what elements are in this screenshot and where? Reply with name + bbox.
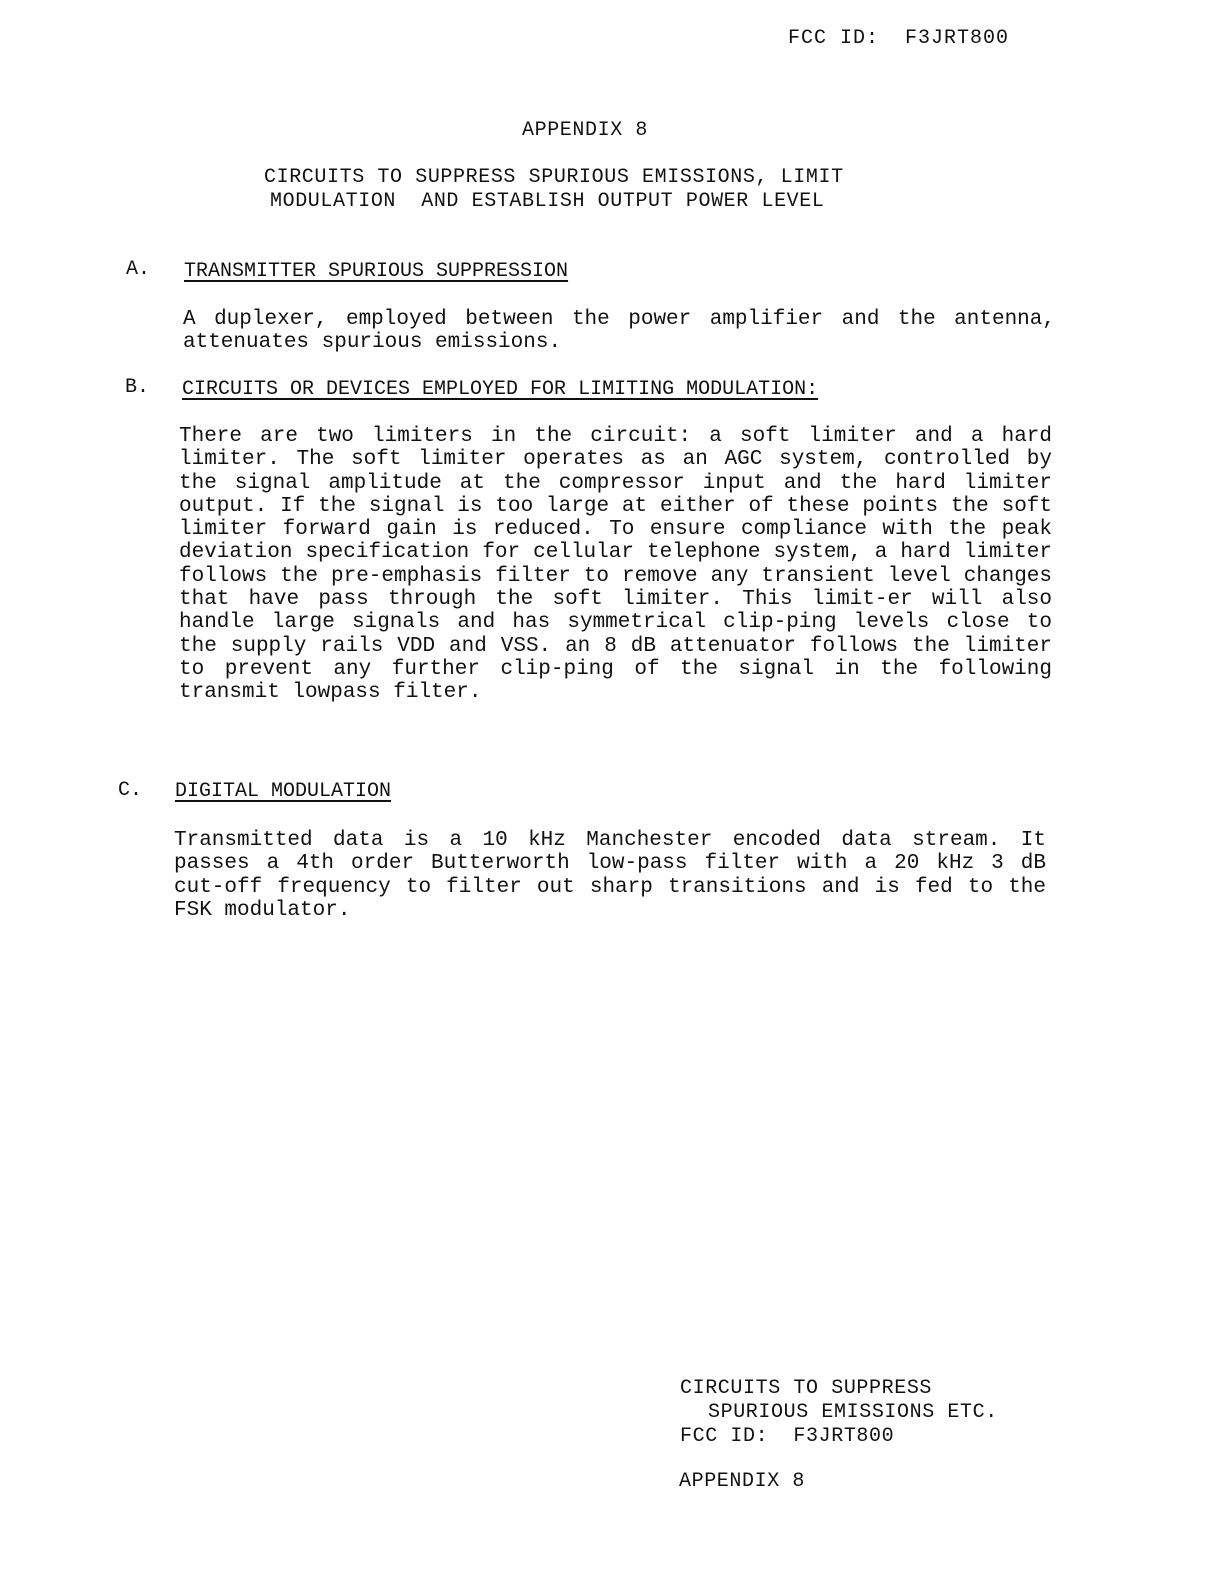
section-b-letter: B. xyxy=(125,376,150,399)
section-c-letter: C. xyxy=(118,779,143,802)
footer-title-line-1: CIRCUITS TO SUPPRESS xyxy=(680,1377,933,1400)
section-c-heading: DIGITAL MODULATION xyxy=(175,780,392,803)
section-a-heading: TRANSMITTER SPURIOUS SUPPRESSION xyxy=(184,260,569,283)
section-a-letter: A. xyxy=(126,258,151,281)
appendix-title: APPENDIX 8 xyxy=(522,119,649,142)
footer-fcc-id: FCC ID: F3JRT800 xyxy=(680,1425,895,1448)
document-title-line-1: CIRCUITS TO SUPPRESS SPURIOUS EMISSIONS, LIMIT xyxy=(264,166,844,189)
section-a-body: A duplexer, employed between the power amplifier and the antenna, attenuates spurious emissions. xyxy=(183,308,1055,355)
footer-title-line-2: SPURIOUS EMISSIONS ETC. xyxy=(708,1401,998,1424)
section-c-body: Transmitted data is a 10 kHz Manchester encoded data stream. It passes a 4th order Butterworth low-pass filter with a 20 kHz 3 dB cut-off frequency to filter out sharp transitions and is fed to the FSK modulator. xyxy=(174,829,1046,922)
section-b-heading: CIRCUITS OR DEVICES EMPLOYED FOR LIMITING MODULATION: xyxy=(182,378,819,401)
section-b-body: There are two limiters in the circuit: a soft limiter and a hard limiter. The soft limiter operates as an AGC system, controlled by the signal amplitude at the compressor input and the hard limiter output. If the signal is too large at either of these points the soft limiter forward gain is reduced. To ensure compliance with the peak deviation specification for cellular telephone system, a hard limiter follows the pre-emphasis filter to remove any transient level changes that have pass through the soft limiter. This limit-er will also handle large signals and has symmetrical clip-ping levels close to the supply rails VDD and VSS. an 8 dB attenuator follows the limiter to prevent any further clip-ping of the signal in the following transmit lowpass filter. xyxy=(179,425,1052,705)
document-title-line-2: MODULATION AND ESTABLISH OUTPUT POWER LEVEL xyxy=(270,190,825,213)
fcc-id-header: FCC ID: F3JRT800 xyxy=(788,27,1010,50)
footer-appendix: APPENDIX 8 xyxy=(679,1470,806,1493)
